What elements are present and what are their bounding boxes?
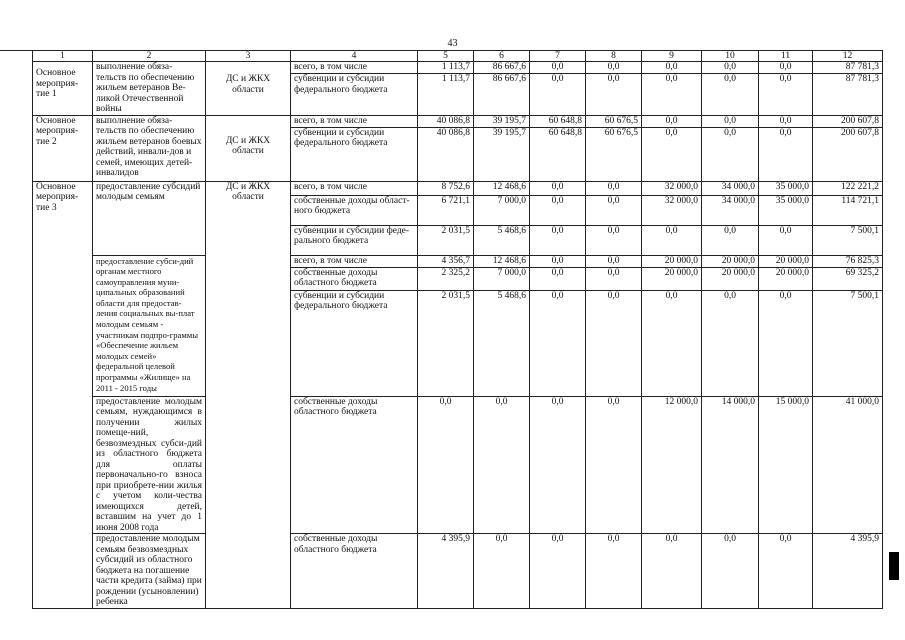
table-row: [33, 62, 883, 74]
header-cell: 11: [759, 51, 813, 62]
value-cell: 0,0: [586, 255, 642, 267]
header-cell: 10: [702, 51, 759, 62]
value-cell: 0,0: [530, 195, 586, 225]
measure-description: выполнение обяза-тельств по обеспечению жильем ветеранов боевых действий, инвали-дов и семей, имеющих детей-инвалидов: [93, 115, 206, 181]
measure-description: выполнение обяза-тельств по обеспечению жильем ветеранов Ве-ликой Отечественной войны: [93, 62, 206, 116]
executor: ДС и ЖКХ области: [206, 181, 291, 608]
value-cell: 0,0: [642, 115, 702, 127]
value-cell: 87 781,3: [813, 74, 883, 115]
value-cell: 0,0: [702, 115, 759, 127]
value-cell: 0,0: [586, 181, 642, 195]
table-row: [33, 396, 883, 534]
value-cell: 0,0: [530, 534, 586, 609]
value-cell: 0,0: [586, 290, 642, 396]
page-number: 43: [447, 38, 458, 49]
value-cell: 5 468,6: [474, 225, 530, 255]
table-row: [33, 534, 883, 609]
value-cell: 12 468,6: [474, 255, 530, 267]
value-cell: 0,0: [586, 195, 642, 225]
value-cell: 114 721,1: [813, 195, 883, 225]
value-cell: 69 325,2: [813, 267, 883, 290]
value-cell: 8 752,6: [418, 181, 474, 195]
value-cell: 200 607,8: [813, 115, 883, 127]
value-cell: 0,0: [642, 290, 702, 396]
value-cell: 0,0: [759, 127, 813, 181]
value-cell: 35 000,0: [759, 181, 813, 195]
value-cell: 86 667,6: [474, 74, 530, 115]
value-cell: 35 000,0: [759, 195, 813, 225]
value-cell: 76 825,3: [813, 255, 883, 267]
funding-source: всего, в том числе: [291, 255, 418, 267]
table-row: [33, 255, 883, 267]
value-cell: 0,0: [759, 534, 813, 609]
value-cell: 7 500,1: [813, 225, 883, 255]
measure-description: предоставление молодым семьям, нуждающимся в получении жилых помеще-ний, безвозмездных субси-дий из областного бюджета для оплаты первоначально-го взноса при приобрете-нии жилья с учетом коли-чества имеющихся детей, вставшим на учет до 1 июня 2008 года: [93, 396, 206, 534]
value-cell: 0,0: [759, 62, 813, 74]
value-cell: 0,0: [530, 74, 586, 115]
measure-description: предоставление субси-дий органам местного самоуправления муни-ципальных образований области для предостав-ления социальных вы-плат молодым семьям - участникам подпро-граммы «Обеспечение жильем молодых семей» федеральной целевой программы «Жилище» на 2011 - 2015 годы: [93, 255, 206, 396]
value-cell: 7 000,0: [474, 267, 530, 290]
value-cell: 40 086,8: [418, 127, 474, 181]
funding-source: собственные доходы областного бюджета: [291, 396, 418, 534]
value-cell: 7 000,0: [474, 195, 530, 225]
value-cell: 0,0: [642, 534, 702, 609]
header-cell: 1: [33, 51, 93, 62]
value-cell: 2 325,2: [418, 267, 474, 290]
value-cell: 87 781,3: [813, 62, 883, 74]
value-cell: 39 195,7: [474, 127, 530, 181]
funding-source: субвенции и субсидии федерального бюджета: [291, 290, 418, 396]
value-cell: 0,0: [702, 225, 759, 255]
value-cell: 12 468,6: [474, 181, 530, 195]
value-cell: 0,0: [530, 396, 586, 534]
value-cell: 0,0: [418, 396, 474, 534]
value-cell: 0,0: [642, 62, 702, 74]
header-cell: 5: [418, 51, 474, 62]
header-cell: 4: [291, 51, 418, 62]
header-cell: 2: [93, 51, 206, 62]
value-cell: 0,0: [642, 127, 702, 181]
value-cell: 0,0: [759, 225, 813, 255]
measure-description: предоставление субсидий молодым семьям: [93, 181, 206, 255]
value-cell: 0,0: [586, 534, 642, 609]
funding-source: собственные доходы областного бюджета: [291, 267, 418, 290]
value-cell: 34 000,0: [702, 195, 759, 225]
value-cell: 60 676,5: [586, 127, 642, 181]
header-cell: 12: [813, 51, 883, 62]
value-cell: 20 000,0: [759, 267, 813, 290]
value-cell: 0,0: [530, 181, 586, 195]
value-cell: 0,0: [474, 534, 530, 609]
value-cell: 0,0: [759, 115, 813, 127]
value-cell: 0,0: [586, 267, 642, 290]
value-cell: 0,0: [530, 267, 586, 290]
value-cell: 15 000,0: [759, 396, 813, 534]
funding-source: собственные доходы областного бюджета: [291, 534, 418, 609]
measure-name: Основное мероприя-тие 3: [33, 181, 93, 608]
value-cell: 0,0: [530, 255, 586, 267]
funding-source: всего, в том числе: [291, 62, 418, 74]
value-cell: 0,0: [530, 290, 586, 396]
value-cell: 60 648,8: [530, 115, 586, 127]
funding-source: всего, в том числе: [291, 181, 418, 195]
value-cell: 41 000,0: [813, 396, 883, 534]
value-cell: 0,0: [702, 534, 759, 609]
value-cell: 0,0: [474, 396, 530, 534]
value-cell: 4 356,7: [418, 255, 474, 267]
header-cell: 9: [642, 51, 702, 62]
scan-edge-mark: [889, 552, 899, 580]
value-cell: 14 000,0: [702, 396, 759, 534]
value-cell: 40 086,8: [418, 115, 474, 127]
value-cell: 60 676,5: [586, 115, 642, 127]
value-cell: 7 500,1: [813, 290, 883, 396]
value-cell: 0,0: [586, 62, 642, 74]
value-cell: 2 031,5: [418, 290, 474, 396]
header-row: [33, 51, 883, 62]
table-row: [33, 181, 883, 195]
value-cell: 4 395,9: [813, 534, 883, 609]
value-cell: 20 000,0: [702, 255, 759, 267]
value-cell: 20 000,0: [702, 267, 759, 290]
value-cell: 0,0: [530, 62, 586, 74]
value-cell: 34 000,0: [702, 181, 759, 195]
value-cell: 4 395,9: [418, 534, 474, 609]
header-cell: 7: [530, 51, 586, 62]
executor: ДС и ЖКХ области: [206, 62, 291, 116]
funding-source: субвенции и субсидии феде-рального бюджета: [291, 225, 418, 255]
value-cell: 20 000,0: [642, 255, 702, 267]
value-cell: 86 667,6: [474, 62, 530, 74]
value-cell: 0,0: [586, 225, 642, 255]
value-cell: 2 031,5: [418, 225, 474, 255]
value-cell: 1 113,7: [418, 74, 474, 115]
executor: ДС и ЖКХ области: [206, 115, 291, 181]
value-cell: 0,0: [642, 225, 702, 255]
value-cell: 0,0: [702, 290, 759, 396]
value-cell: 60 648,8: [530, 127, 586, 181]
value-cell: 0,0: [530, 225, 586, 255]
table-row: [33, 115, 883, 127]
budget-table: [32, 50, 883, 609]
left-rule: [0, 50, 32, 51]
value-cell: 0,0: [759, 74, 813, 115]
value-cell: 6 721,1: [418, 195, 474, 225]
value-cell: 0,0: [702, 127, 759, 181]
value-cell: 0,0: [702, 62, 759, 74]
value-cell: 0,0: [642, 74, 702, 115]
value-cell: 200 607,8: [813, 127, 883, 181]
value-cell: 0,0: [702, 74, 759, 115]
funding-source: субвенции и субсидии федерального бюджета: [291, 127, 418, 181]
funding-source: субвенции и субсидии федерального бюджета: [291, 74, 418, 115]
header-cell: 8: [586, 51, 642, 62]
value-cell: 39 195,7: [474, 115, 530, 127]
value-cell: 32 000,0: [642, 195, 702, 225]
header-cell: 3: [206, 51, 291, 62]
value-cell: 20 000,0: [642, 267, 702, 290]
funding-source: всего, в том числе: [291, 115, 418, 127]
value-cell: 20 000,0: [759, 255, 813, 267]
value-cell: 12 000,0: [642, 396, 702, 534]
measure-description: предоставление молодым семьям безвозмездных субсидий из областного бюджета на погашение части кредита (займа) при рождении (усыновлении) ребенка: [93, 534, 206, 609]
value-cell: 122 221,2: [813, 181, 883, 195]
value-cell: 0,0: [586, 74, 642, 115]
funding-source: собственные доходы област-ного бюджета: [291, 195, 418, 225]
value-cell: 0,0: [759, 290, 813, 396]
measure-name: Основное мероприя-тие 1: [33, 62, 93, 116]
value-cell: 32 000,0: [642, 181, 702, 195]
value-cell: 0,0: [586, 396, 642, 534]
header-cell: 6: [474, 51, 530, 62]
measure-name: Основное мероприя-тие 2: [33, 115, 93, 181]
value-cell: 5 468,6: [474, 290, 530, 396]
value-cell: 1 113,7: [418, 62, 474, 74]
